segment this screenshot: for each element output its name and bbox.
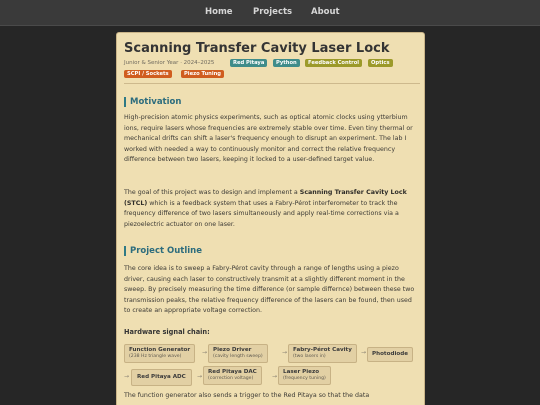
outline-paragraph-1: The core idea is to sweep a Fabry-Pérot cavity through a range of lengths using a piezo driver, causing each laser to constructively transmit at a slightly different moment in the sweep. By precisely measuring the time difference (or sample differnce) between these two transmission peaks, the relative frequency difference of the lasers can be found, then used to create an appropriate voltage correction. bbox=[124, 265, 415, 315]
chain-arrow-icon: → bbox=[124, 373, 130, 380]
outline-paragraph-2: The function generator also sends a trigger to the Red Pitaya so that the data bbox=[124, 392, 370, 399]
chain-arrow-icon: → bbox=[202, 349, 208, 356]
signal-chain-heading: Hardware signal chain: bbox=[124, 328, 210, 336]
chain-node-photodiode: Photodiode bbox=[367, 347, 413, 362]
stcl-term: Scanning Transfer Cavity Lock (STCL) bbox=[124, 189, 407, 207]
chain-arrow-icon: → bbox=[361, 349, 367, 356]
tag-feedback-control: Feedback Control bbox=[305, 59, 362, 67]
tag-scpi-sockets: SCPI / Sockets bbox=[124, 70, 172, 78]
top-navbar bbox=[0, 0, 540, 26]
chain-node-function-generator: Function Generator (238 Hz triangle wave) bbox=[124, 344, 195, 363]
project-outline-heading: Project Outline bbox=[124, 246, 420, 256]
nav-projects-link[interactable]: Projects bbox=[253, 7, 293, 17]
chain-node-red-pitaya-adc: Red Pitaya ADC bbox=[131, 369, 192, 386]
nav-about-link[interactable]: About bbox=[311, 7, 340, 17]
chain-node-piezo-driver: Piezo Driver (cavity length sweep) bbox=[208, 344, 268, 363]
nav-home-link[interactable]: Home bbox=[205, 7, 233, 17]
motivation-paragraph-2: The goal of this project was to design and implement a Scanning Transfer Cavity Lock (STCL) which is a feedback system that uses a Fabry-Pérot interferometer to track the frequency difference of two lasers simultaneously and apply real-time corrections via a piezoelectric actuator on one laser. bbox=[124, 189, 407, 228]
tag-optics: Optics bbox=[368, 59, 393, 67]
chain-node-fabry-perot-cavity: Fabry-Pérot Cavity (two lasers in) bbox=[288, 344, 357, 363]
chain-arrow-icon: → bbox=[272, 373, 278, 380]
project-title: Scanning Transfer Cavity Laser Lock bbox=[124, 41, 390, 56]
motivation-heading: Motivation bbox=[124, 97, 420, 107]
tag-red-pitaya: Red Pitaya bbox=[230, 59, 267, 67]
header-divider bbox=[124, 83, 420, 84]
chain-node-laser-piezo: Laser Piezo (frequency tuning) bbox=[278, 366, 331, 385]
chain-arrow-icon: → bbox=[282, 349, 288, 356]
tag-piezo-tuning: Piezo Tuning bbox=[181, 70, 224, 78]
chain-node-red-pitaya-dac: Red Pitaya DAC (correction voltage) bbox=[203, 366, 262, 385]
motivation-paragraph-1: High-precision atomic physics experiments, such as optical atomic clocks using ytterbium ions, require lasers whose frequencies are extremely stable over time. Even tiny thermal or mechanical drifts can shift a laser's frequency enough to disrupt an experiment. The lab I worked with needed a way to continuously monitor and correct the relative frequency difference between two lasers, keeping it locked to a user-defined target value. bbox=[124, 114, 413, 164]
project-card bbox=[116, 32, 425, 405]
tag-python: Python bbox=[273, 59, 300, 67]
project-meta: Junior & Senior Year · 2024–2025 bbox=[124, 60, 215, 66]
chain-arrow-icon: → bbox=[197, 373, 203, 380]
